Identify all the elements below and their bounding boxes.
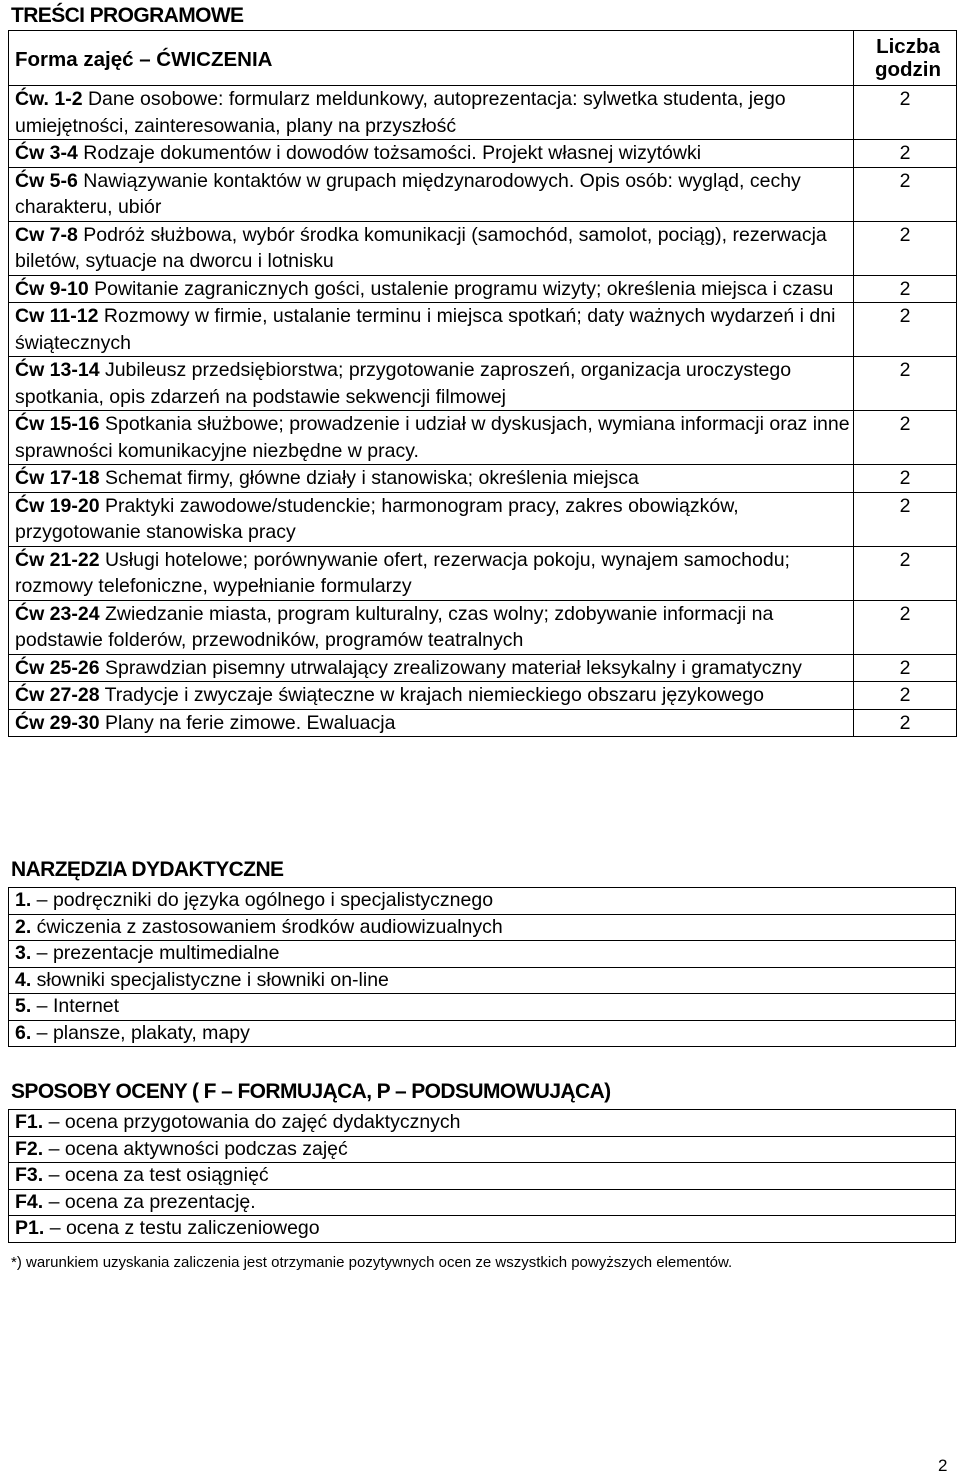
- grading-code: F1.: [15, 1111, 44, 1133]
- program-hours: 2: [854, 492, 957, 546]
- program-row: [9, 546, 957, 600]
- program-row: [9, 492, 957, 546]
- footnote: *) warunkiem uzyskania zaliczenia jest otrzymanie pozytywnych ocen ze wszystkich powyższych elementów.: [11, 1254, 733, 1271]
- tool-item: [9, 888, 956, 915]
- program-code: Ćw 15-16: [15, 413, 100, 435]
- program-row: [9, 303, 957, 357]
- program-topic: [9, 357, 854, 411]
- tool-item: [9, 941, 956, 968]
- program-row: [9, 600, 957, 654]
- program-topic: [9, 86, 854, 140]
- grading-code: F2.: [15, 1137, 44, 1160]
- program-topic: [9, 275, 854, 303]
- tool-row: [9, 888, 956, 915]
- tool-row: [9, 967, 956, 994]
- tool-row: [9, 914, 956, 941]
- program-text: Spotkania służbowe; prowadzenie i udział w dyskusjach, wymiana informacji oraz inne sprawności komunikacyjne niezbędne w pracy.: [15, 413, 850, 462]
- grading-item: [9, 1189, 956, 1216]
- program-row: [9, 275, 957, 303]
- program-topic: [9, 709, 854, 737]
- program-hours: 2: [854, 600, 957, 654]
- program-code: Ćw 3-4: [15, 142, 78, 164]
- page-number: 2: [938, 1456, 948, 1475]
- program-row: [9, 221, 957, 275]
- grading-text: – ocena aktywności podczas zajęć: [43, 1137, 348, 1160]
- program-table: [8, 30, 957, 737]
- grading-code: F4.: [15, 1190, 44, 1213]
- program-code: Ćw 23-24: [15, 602, 100, 625]
- program-topic: [9, 492, 854, 546]
- program-text: Powitanie zagranicznych gości, ustalenie programu wizyty; określenia miejsca i czasu: [88, 277, 834, 300]
- program-row: [9, 654, 957, 682]
- hours-header: Liczba godzin: [854, 31, 957, 86]
- grading-code: P1.: [15, 1217, 45, 1239]
- program-topic: [9, 221, 854, 275]
- program-text: Jubileusz przedsiębiorstwa; przygotowanie zaproszeń, organizacja uroczystego spotkania, opis zdarzeń na podstawie sekwencji filmowej: [15, 359, 792, 408]
- program-hours: 2: [854, 465, 957, 493]
- tool-item: [9, 914, 956, 941]
- program-code: Ćw 5-6: [15, 169, 78, 192]
- program-hours: 2: [854, 86, 957, 140]
- program-code: Ćw 29-30: [15, 711, 100, 734]
- tool-item: [9, 1020, 956, 1047]
- program-topic: [9, 167, 854, 221]
- program-topic: [9, 600, 854, 654]
- program-topic: [9, 465, 854, 493]
- program-hours: 2: [854, 411, 957, 465]
- program-topic: [9, 411, 854, 465]
- program-topic: [9, 654, 854, 682]
- grading-table: [8, 1109, 956, 1243]
- program-hours: 2: [854, 682, 957, 710]
- grading-item: [9, 1163, 956, 1190]
- program-hours: 2: [854, 357, 957, 411]
- program-row: [9, 357, 957, 411]
- program-header-row: [9, 31, 957, 86]
- program-hours: 2: [854, 140, 957, 168]
- grading-row: [9, 1136, 956, 1163]
- program-hours: 2: [854, 303, 957, 357]
- program-text: Dane osobowe: formularz meldunkowy, autoprezentacja: sylwetka studenta, jego umiejętności, zainteresowania, plany na przyszłość: [15, 88, 786, 137]
- program-code: Ćw 19-20: [15, 494, 100, 517]
- program-row: [9, 411, 957, 465]
- program-text: Sprawdzian pisemny utrwalający zrealizowany materiał leksykalny i gramatyczny: [99, 656, 802, 679]
- program-hours: 2: [854, 167, 957, 221]
- tools-title: NARZĘDZIA DYDAKTYCZNE: [11, 858, 284, 881]
- program-row: [9, 465, 957, 493]
- program-code: Ćw 13-14: [15, 359, 100, 381]
- tool-code: 2.: [15, 915, 32, 938]
- program-text: Plany na ferie zimowe. Ewaluacja: [99, 711, 396, 734]
- tool-text: – Internet: [31, 995, 120, 1017]
- tools-table: [8, 887, 956, 1047]
- form-label: Forma zajęć – ĆWICZENIA: [9, 31, 854, 86]
- program-code: Cw 11-12: [15, 305, 99, 327]
- tool-code: 6.: [15, 1021, 32, 1044]
- program-text: Podróż służbowa, wybór środka komunikacji (samochód, samolot, pociąg), rezerwacja biletów, sytuacje na dworcu i lotnisku: [15, 223, 827, 272]
- program-topic: [9, 682, 854, 710]
- program-row: [9, 682, 957, 710]
- grading-code: F3.: [15, 1164, 44, 1186]
- program-hours: 2: [854, 654, 957, 682]
- tool-code: 4.: [15, 968, 32, 991]
- program-code: Ćw 9-10: [15, 277, 89, 300]
- program-text: Rozmowy w firmie, ustalanie terminu i miejsca spotkań; daty ważnych wydarzeń i dni świątecznych: [15, 305, 836, 354]
- program-text: Rodzaje dokumentów i dowodów tożsamości. Projekt własnej wizytówki: [77, 142, 702, 164]
- program-text: Nawiązywanie kontaktów w grupach międzynarodowych. Opis osób: wygląd, cechy charakteru, ubiór: [15, 169, 801, 218]
- tool-code: 1.: [15, 889, 32, 911]
- grading-text: – ocena za test osiągnięć: [43, 1164, 269, 1186]
- program-row: [9, 167, 957, 221]
- program-title: TREŚCI PROGRAMOWE: [11, 4, 244, 27]
- program-code: Ćw 25-26: [15, 656, 100, 679]
- program-hours: 2: [854, 275, 957, 303]
- grading-row: [9, 1189, 956, 1216]
- tool-code: 3.: [15, 942, 32, 964]
- program-row: [9, 86, 957, 140]
- program-code: Cw 7-8: [15, 223, 78, 246]
- tool-code: 5.: [15, 995, 32, 1017]
- tool-text: słowniki specjalistyczne i słowniki on-line: [31, 968, 389, 991]
- program-topic: [9, 546, 854, 600]
- tool-row: [9, 941, 956, 968]
- grading-text: – ocena z testu zaliczeniowego: [44, 1217, 320, 1239]
- program-text: Zwiedzanie miasta, program kulturalny, czas wolny; zdobywanie informacji na podstawie folderów, przewodników, programów teatralnych: [15, 602, 774, 651]
- tool-row: [9, 1020, 956, 1047]
- grading-row: [9, 1216, 956, 1243]
- program-code: Ćw. 1-2: [15, 88, 83, 110]
- program-code: Ćw 17-18: [15, 467, 100, 489]
- grading-item: [9, 1136, 956, 1163]
- program-topic: [9, 303, 854, 357]
- grading-text: – ocena przygotowania do zajęć dydaktycznych: [43, 1111, 461, 1133]
- program-text: Usługi hotelowe; porównywanie ofert, rezerwacja pokoju, wynajem samochodu; rozmowy telefoniczne, wypełnianie formularzy: [15, 548, 790, 597]
- tool-row: [9, 994, 956, 1021]
- grading-row: [9, 1110, 956, 1137]
- program-text: Tradycje i zwyczaje świąteczne w krajach niemieckiego obszaru językowego: [99, 684, 764, 706]
- program-text: Schemat firmy, główne działy i stanowiska; określenia miejsca: [99, 467, 639, 489]
- tool-text: – prezentacje multimedialne: [31, 942, 280, 964]
- grading-title: SPOSOBY OCENY ( F – FORMUJĄCA, P – PODSUMOWUJĄCA): [11, 1080, 611, 1103]
- tool-text: ćwiczenia z zastosowaniem środków audiowizualnych: [31, 915, 503, 938]
- tool-item: [9, 994, 956, 1021]
- program-topic: [9, 140, 854, 168]
- program-hours: 2: [854, 221, 957, 275]
- program-text: Praktyki zawodowe/studenckie; harmonogram pracy, zakres obowiązków, przygotowanie stanowiska pracy: [15, 494, 739, 543]
- grading-row: [9, 1163, 956, 1190]
- grading-item: [9, 1110, 956, 1137]
- grading-item: [9, 1216, 956, 1243]
- tool-item: [9, 967, 956, 994]
- program-row: [9, 140, 957, 168]
- program-row: [9, 709, 957, 737]
- program-hours: 2: [854, 709, 957, 737]
- grading-text: – ocena za prezentację.: [43, 1190, 256, 1213]
- tool-text: – podręczniki do języka ogólnego i specjalistycznego: [31, 889, 494, 911]
- program-code: Ćw 27-28: [15, 684, 100, 706]
- program-hours: 2: [854, 546, 957, 600]
- program-code: Ćw 21-22: [15, 548, 100, 571]
- tool-text: – plansze, plakaty, mapy: [31, 1021, 250, 1044]
